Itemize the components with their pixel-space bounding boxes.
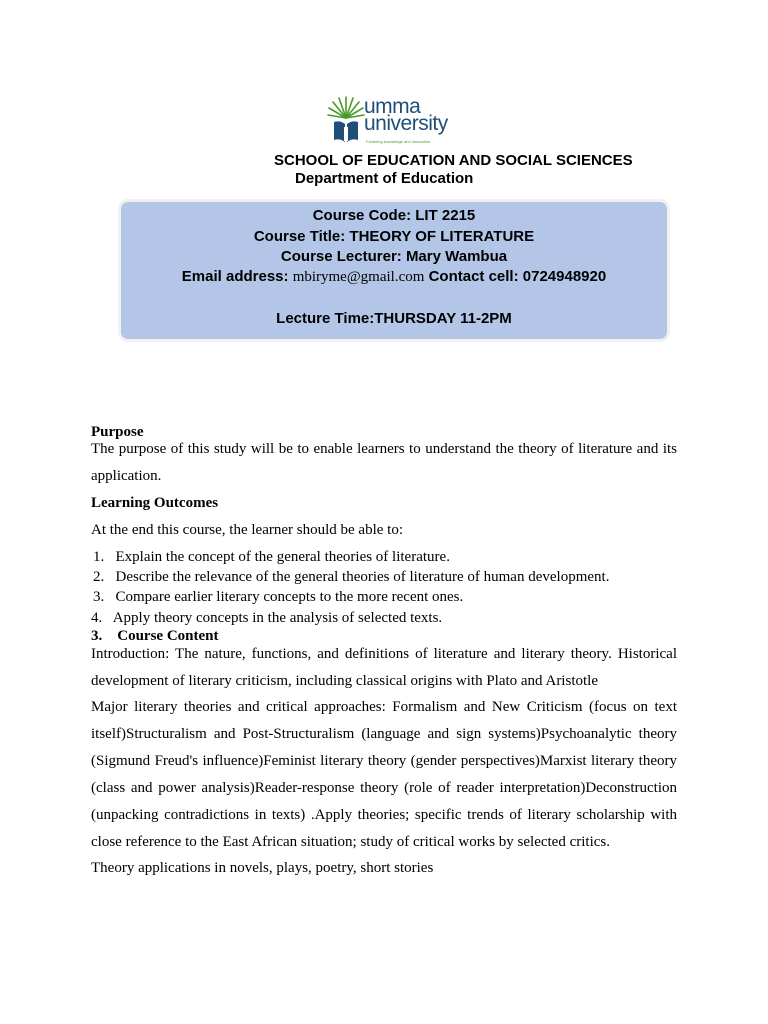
course-code: Course Code: LIT 2215 bbox=[312, 207, 476, 224]
section-title: Course Content bbox=[117, 628, 219, 644]
outcome-number: 2. bbox=[93, 569, 105, 585]
purpose-text: The purpose of this study will be to enable learners to understand the theory of literature and its application. bbox=[91, 441, 677, 484]
contact-row bbox=[121, 268, 667, 286]
content-paragraph-theories: Major literary theories and critical approaches: Formalism and New Criticism (focus on text itself)Structuralism and Post-Structuralism (language and sign systems)Psychoanalytic theory (Sigmund Freud's influence)Feminist literary theory (gender perspectives)Marxist literary theory (class and power analysis)Reader-response theory (role of reader interpretation)Deconstruction (unpacking contradictions in texts) .Apply theories; specific trends of literary scholarship with close reference to the East African situation; study of critical works by selected critics. bbox=[91, 699, 677, 850]
section-number: 3. bbox=[91, 628, 103, 644]
logo-text-university: university bbox=[364, 112, 448, 135]
logo-tagline: Fostering knowledge and innovation bbox=[366, 139, 431, 144]
outcome-item bbox=[93, 549, 450, 566]
email-label: Email address: bbox=[181, 268, 289, 285]
outcome-item bbox=[91, 610, 442, 627]
purpose-heading: Purpose bbox=[91, 424, 144, 440]
course-lecturer: Course Lecturer: Mary Wambua bbox=[280, 248, 508, 265]
outcome-item bbox=[93, 589, 463, 606]
palm-leaf-icon bbox=[326, 94, 366, 150]
school-title: SCHOOL OF EDUCATION AND SOCIAL SCIENCES bbox=[274, 152, 633, 169]
department-title: Department of Education bbox=[295, 170, 474, 187]
course-info-box bbox=[118, 199, 670, 342]
content-paragraph-applications: Theory applications in novels, plays, poetry, short stories bbox=[91, 860, 434, 876]
content-paragraph-intro: Introduction: The nature, functions, and definitions of literature and literary theory. Historical development of literary criticism, including classical origins with Plato and Aristotle bbox=[91, 646, 677, 689]
outcome-item bbox=[93, 569, 609, 586]
outcomes-heading: Learning Outcomes bbox=[91, 495, 219, 511]
logo-text-umma: umma bbox=[364, 95, 421, 118]
outcome-number: 1. bbox=[93, 549, 105, 565]
lecture-time: Lecture Time:THURSDAY 11-2PM bbox=[276, 310, 512, 327]
outcome-text: Compare earlier literary concepts to the more recent ones. bbox=[115, 589, 464, 605]
outcome-number: 3. bbox=[93, 589, 105, 605]
outcome-text: Apply theory concepts in the analysis of selected texts. bbox=[112, 610, 443, 626]
outcome-number: 4. bbox=[91, 610, 103, 626]
outcomes-intro: At the end this course, the learner should be able to: bbox=[91, 522, 403, 538]
course-title: Course Title: THEORY OF LITERATURE bbox=[253, 228, 535, 245]
outcome-text: Describe the relevance of the general theories of literature of human development. bbox=[115, 569, 610, 585]
contact-cell: Contact cell: 0724948920 bbox=[428, 268, 607, 285]
email-value: mbiryme@gmail.com bbox=[292, 269, 425, 285]
university-logo bbox=[326, 94, 450, 150]
outcome-text: Explain the concept of the general theories of literature. bbox=[115, 549, 450, 565]
